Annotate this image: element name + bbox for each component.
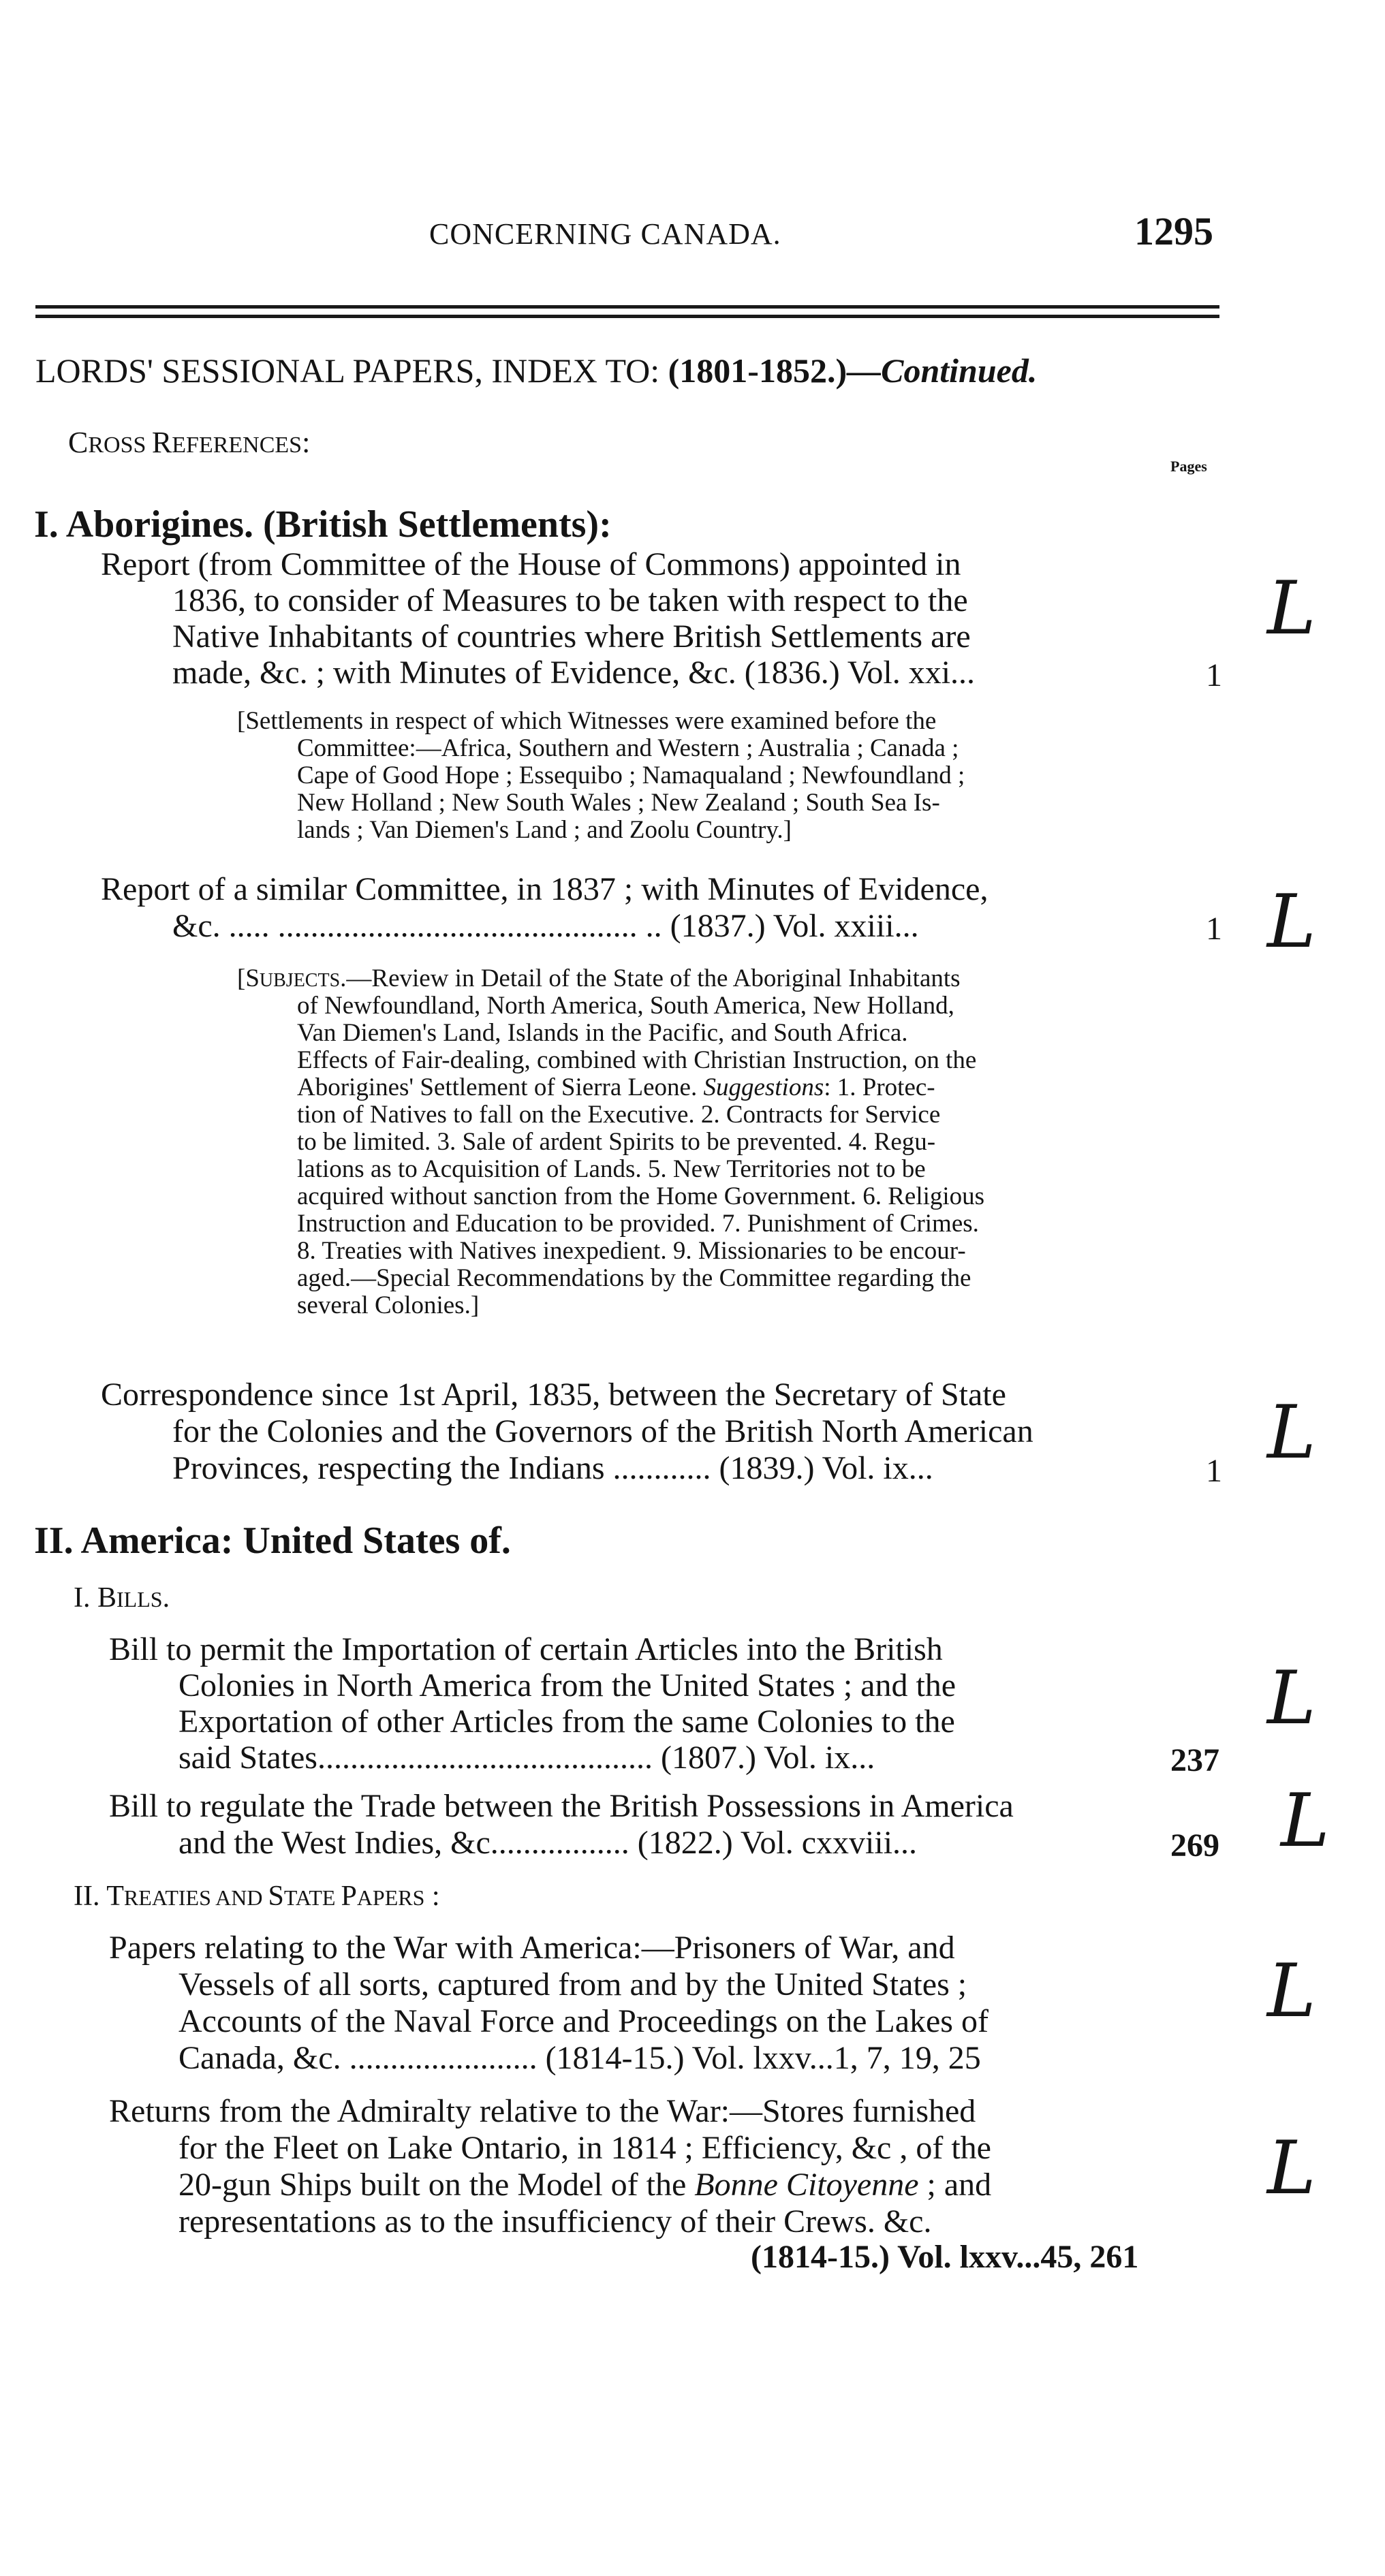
note-line: 8. Treaties with Natives inexpedient. 9. Missionaries to be encour- (297, 1237, 966, 1265)
note-line: aged.—Special Recommendations by the Committee regarding the (297, 1264, 971, 1292)
pages-column-label: Pages (1170, 458, 1207, 475)
note-line: Aborigines' Settlement of Sierra Leone. Suggestions: 1. Protec- (297, 1073, 935, 1101)
margin-mark: L (1267, 1656, 1316, 1741)
cross-references-label: CROSS REFERENCES: (68, 426, 311, 459)
subheading-bills: I. BILLS. (74, 1582, 170, 1614)
margin-mark: L (1267, 2126, 1316, 2211)
entry-line: (1814-15.) Vol. lxxv...45, 261 (751, 2239, 1139, 2275)
note-line: [Settlements in respect of which Witnesses were examined before the (237, 707, 937, 735)
note-line: several Colonies.] (297, 1291, 480, 1319)
note-line: [SUBJECTS.—Review in Detail of the State of the Aboriginal Inhabitants (237, 964, 961, 992)
note-line: Instruction and Education to be provided. 7. Punishment of Crimes. (297, 1210, 979, 1238)
index-title-continued: —Continued. (847, 351, 1038, 390)
margin-mark: L (1281, 1778, 1330, 1864)
entry-line: Correspondence since 1st April, 1835, between the Secretary of State (101, 1377, 1006, 1413)
note-line: Van Diemen's Land, Islands in the Pacific, and South Africa. (297, 1019, 908, 1047)
note-line: lands ; Van Diemen's Land ; and Zoolu Country.] (297, 816, 792, 844)
note-line: of Newfoundland, North America, South America, New Holland, (297, 992, 954, 1020)
entry-page-number: 1 (1206, 911, 1222, 947)
note-line: Effects of Fair-dealing, combined with Christian Instruction, on the (297, 1046, 977, 1074)
entry-line: Colonies in North America from the United States ; and the (178, 1667, 956, 1703)
note-line: New Holland ; New South Wales ; New Zealand ; South Sea Is- (297, 789, 940, 817)
note-line: acquired without sanction from the Home Government. 6. Religious (297, 1182, 985, 1210)
note-line: Committee:—Africa, Southern and Western ; Australia ; Canada ; (297, 734, 959, 762)
entry-line: Canada, &c. ....................... (1814-15.) Vol. lxxv...1, 7, 19, 25 (178, 2040, 981, 2076)
margin-mark: L (1267, 1949, 1316, 2034)
entry-line: Returns from the Admiralty relative to the War:—Stores furnished (109, 2093, 976, 2129)
entry-line: Bill to permit the Importation of certain Articles into the British (109, 1631, 943, 1667)
entry-line: Report (from Committee of the House of Commons) appointed in (101, 546, 961, 582)
section-america-heading: II. America: United States of. (34, 1520, 511, 1562)
entry-line: made, &c. ; with Minutes of Evidence, &c. (1836.) Vol. xxi... (172, 655, 976, 691)
entry-line: Accounts of the Naval Force and Proceedings on the Lakes of (178, 2003, 989, 2039)
entry-line: for the Fleet on Lake Ontario, in 1814 ; Efficiency, &c , of the (178, 2130, 991, 2166)
margin-mark: L (1267, 566, 1316, 651)
page-number: 1295 (1134, 209, 1213, 253)
index-title-main: LORDS' SESSIONAL PAPERS, INDEX TO: (35, 351, 660, 390)
subheading-treaties: II. TREATIES AND STATE PAPERS : (74, 1881, 440, 1912)
note-line: tion of Natives to fall on the Executive. 2. Contracts for Service (297, 1101, 941, 1129)
margin-mark: L (1267, 1390, 1316, 1475)
entry-line: for the Colonies and the Governors of the British North American (172, 1413, 1033, 1449)
note-line: to be limited. 3. Sale of ardent Spirits to be prevented. 4. Regu- (297, 1128, 936, 1156)
margin-mark: L (1267, 879, 1316, 964)
entry-line: and the West Indies, &c................. (1822.) Vol. cxxviii... (178, 1825, 918, 1861)
running-title: CONCERNING CANADA. (429, 217, 781, 251)
entry-line: Provinces, respecting the Indians ............ (1839.) Vol. ix... (172, 1450, 933, 1486)
entry-line: Report of a similar Committee, in 1837 ; with Minutes of Evidence, (101, 871, 989, 907)
entry-line: Native Inhabitants of countries where British Settlements are (172, 618, 971, 655)
entry-page-number: 1 (1206, 657, 1222, 693)
entry-line: Bill to regulate the Trade between the British Possessions in America (109, 1788, 1014, 1824)
entry-line: Vessels of all sorts, captured from and by the United States ; (178, 1966, 967, 2002)
section-aborigines-heading: I. Aborigines. (British Settlements): (34, 503, 612, 546)
entry-line: &c. ..... ............................................ .. (1837.) Vol. xxiii... (172, 908, 919, 944)
note-line: Cape of Good Hope ; Essequibo ; Namaqualand ; Newfoundland ; (297, 761, 965, 789)
index-title-years: (1801-1852.) (668, 351, 847, 390)
entry-line: 1836, to consider of Measures to be taken with respect to the (172, 582, 968, 618)
entry-line: representations as to the insufficiency of their Crews. &c. (178, 2203, 932, 2240)
entry-line: 20-gun Ships built on the Model of the Bonne Citoyenne ; and (178, 2167, 992, 2203)
entry-line: said States......................................... (1807.) Vol. ix... (178, 1740, 875, 1776)
entry-page-number: 237 (1170, 1742, 1219, 1778)
index-title (35, 351, 1037, 390)
header-rule-top (35, 305, 1219, 309)
header-rule-bottom (35, 315, 1219, 318)
note-line: lations as to Acquisition of Lands. 5. New Territories not to be (297, 1155, 926, 1183)
entry-line: Exportation of other Articles from the same Colonies to the (178, 1703, 955, 1740)
entry-page-number: 1 (1206, 1453, 1222, 1489)
entry-line: Papers relating to the War with America:—Prisoners of War, and (109, 1930, 955, 1966)
entry-page-number: 269 (1170, 1827, 1219, 1864)
